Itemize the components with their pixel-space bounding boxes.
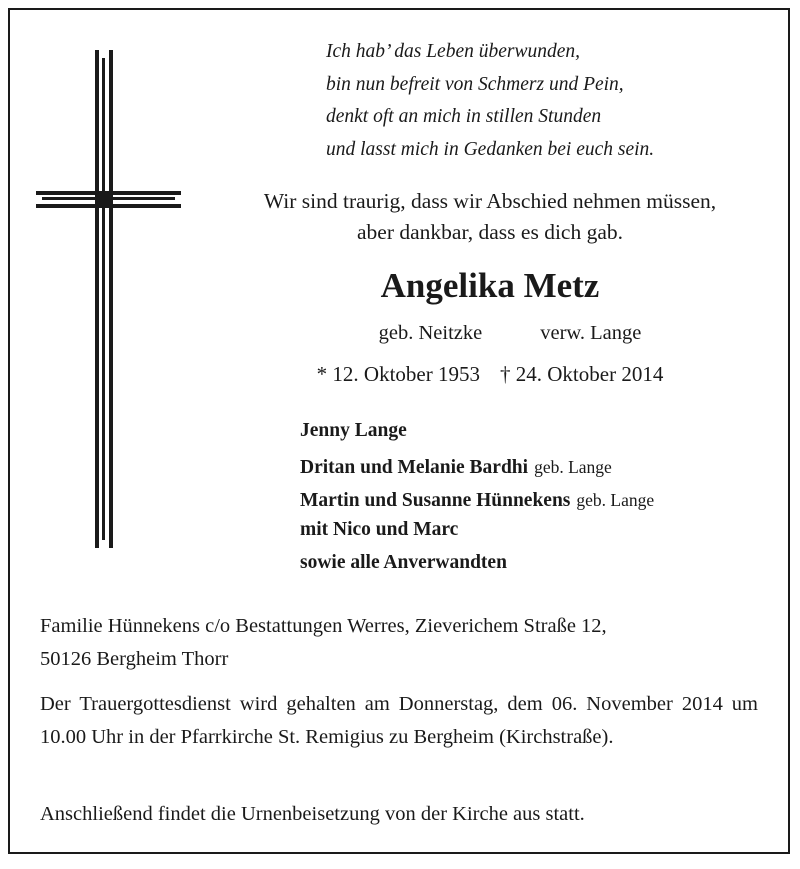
mourner-name: mit Nico und Marc (300, 519, 459, 540)
poem-line: und lasst mich in Gedanken bei euch sein. (326, 138, 655, 160)
mourner-line (300, 515, 780, 545)
mourner-line (300, 545, 780, 581)
mourner-line (300, 449, 780, 485)
poem-line: denkt oft an mich in stillen Stunden (326, 106, 602, 127)
poem (326, 36, 766, 166)
name-history (300, 318, 720, 348)
farewell-text (200, 186, 780, 248)
birth-date: * 12. Oktober 1953 (316, 362, 480, 386)
urn-info: Anschließend findet die Urnenbeisetzung von der Kirche aus statt. (40, 803, 585, 825)
address-line-2: 50126 Bergheim Thorr (40, 648, 229, 670)
birth-name-note: geb. Lange (534, 457, 612, 477)
death-date: † 24. Oktober 2014 (500, 362, 664, 386)
mourner-name: sowie alle Anverwandten (300, 552, 507, 573)
farewell-line-1: Wir sind traurig, dass wir Abschied nehmen müssen, (263, 189, 717, 213)
mourner-line (300, 413, 780, 449)
birth-name-note: geb. Lange (576, 490, 655, 510)
farewell-line-2: aber dankbar, dass es dich gab. (357, 220, 623, 244)
address-line-1: Familie Hünnekens c/o Bestattungen Werres, Zieverichem Straße 12, (40, 615, 607, 637)
mourner-name: Jenny Lange (300, 420, 407, 441)
widowed-name: verw. Lange (540, 322, 642, 344)
mourner-name: Martin und Susanne Hünnekens (300, 490, 571, 511)
life-dates (200, 358, 780, 390)
service-info: Der Trauergottesdienst wird gehalten am Donnerstag, dem 06. November 2014 um 10.00 Uhr in der Pfarrkirche St. Remigius zu Bergheim (Kirchstraße). (40, 693, 758, 748)
maiden-name: geb. Neitzke (378, 322, 483, 344)
mourners-list (300, 413, 780, 581)
contact-address (40, 610, 758, 676)
cross-icon (36, 50, 181, 548)
deceased-name: Angelika Metz (380, 266, 600, 305)
poem-line: Ich hab’ das Leben überwunden, (326, 41, 581, 62)
poem-line: bin nun befreit von Schmerz und Pein, (326, 73, 624, 95)
mourner-line (300, 485, 780, 515)
mourner-name: Dritan und Melanie Bardhi (300, 457, 529, 478)
